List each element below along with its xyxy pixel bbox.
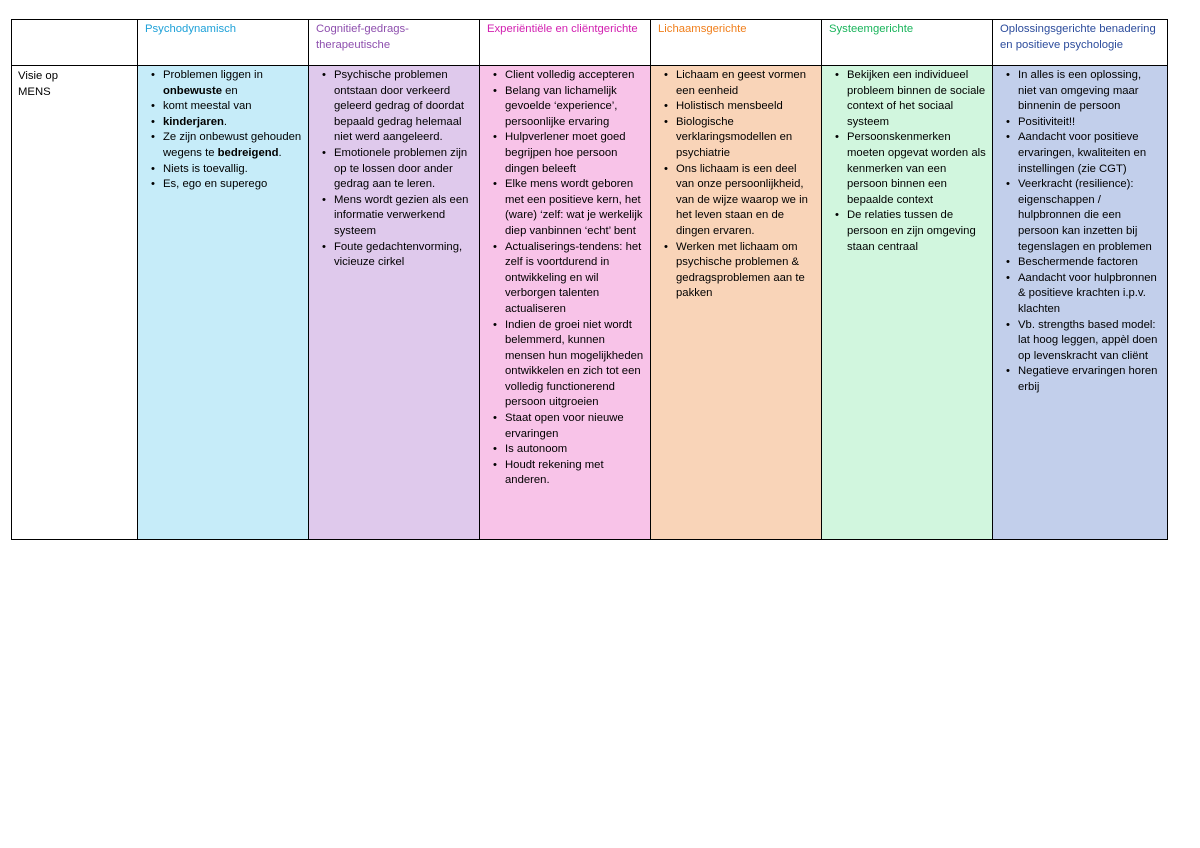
- row-label-cell: [12, 66, 138, 540]
- content-cell: [822, 66, 993, 540]
- list-item-text: bedreigend: [217, 146, 279, 159]
- list-item-text: Houdt rekening met anderen.: [505, 458, 604, 487]
- list-item-text: Vb. strengths based model: lat hoog leggen, appèl doen op levenskracht van cliënt: [1018, 318, 1158, 362]
- column-header: Cognitief-gedrags-therapeutische: [316, 23, 409, 51]
- list-item: [1012, 318, 1162, 365]
- list-item-text: Ze zijn onbewust gehouden wegens te: [163, 131, 302, 159]
- row-label: Visie op MENS: [18, 70, 58, 98]
- list-item: [670, 99, 816, 115]
- bullet-list: [487, 68, 645, 489]
- content-cell: [993, 66, 1168, 540]
- list-item: [670, 162, 816, 240]
- list-item-text: onbewuste: [163, 84, 222, 97]
- header-cell: [138, 20, 309, 66]
- list-item-text: Aandacht voor hulpbronnen & positieve krachten i.p.v. klachten: [1018, 271, 1157, 315]
- list-item-text: Is autonoom: [505, 443, 568, 456]
- list-item-text: Elke mens wordt geboren met een positieve kern, het (ware) ‘zelf: wat je werkelijk diep vanbinnen ‘echt’ bent: [505, 178, 643, 237]
- visie-op-mens-row: [12, 66, 1168, 540]
- list-item: [157, 99, 303, 115]
- column-header: Psychodynamisch: [145, 23, 237, 35]
- list-item-text: Veerkracht (resilience): eigenschappen / hulpbronnen die een persoon kan inzetten bij tegenslagen en problemen: [1018, 178, 1152, 253]
- list-item: [670, 240, 816, 302]
- list-item-text: Werken met lichaam om psychische problemen & gedragsproblemen aan te pakken: [676, 240, 805, 300]
- list-item: [1012, 68, 1162, 115]
- list-item: [1012, 130, 1162, 177]
- list-item: [499, 177, 645, 239]
- comparison-table: [11, 19, 1168, 540]
- list-item-text: Emotionele problemen zijn op te lossen door ander gedrag aan te leren.: [334, 146, 468, 191]
- list-item-text: Psychische problemen ontstaan door verkeerd geleerd gedrag of doordat bepaald gedrag helemaal niet werd aangeleerd.: [334, 69, 465, 144]
- list-item: [157, 68, 303, 99]
- bullet-list: [658, 68, 816, 302]
- list-item-text: kinderjaren: [163, 115, 224, 128]
- corner-cell: [12, 20, 138, 66]
- list-item-text: Problemen liggen in: [163, 69, 263, 81]
- header-cell: [822, 20, 993, 66]
- list-item: [499, 458, 645, 489]
- column-header: Oplossingsgerichte benadering en positieve psychologie: [1000, 23, 1156, 51]
- list-item-text: Positiviteit!!: [1018, 115, 1076, 128]
- content-cell: [138, 66, 309, 540]
- list-item-text: en: [222, 84, 238, 97]
- list-item: [328, 193, 474, 240]
- list-item: [499, 442, 645, 458]
- list-item-text: Beschermende factoren: [1018, 256, 1138, 269]
- list-item: [670, 115, 816, 162]
- list-item-text: Es, ego en superego: [163, 178, 268, 191]
- list-item-text: Foute gedachtenvorming, vicieuze cirkel: [334, 240, 463, 269]
- list-item-text: In alles is een oplossing, niet van omgeving maar binnenin de persoon: [1018, 69, 1142, 113]
- list-item: [157, 115, 303, 131]
- list-item-text: Belang van lichamelijk gevoelde ‘experience’, persoonlijke ervaring: [505, 84, 618, 128]
- list-item-text: Staat open voor nieuwe ervaringen: [505, 412, 624, 440]
- header-cell: [309, 20, 480, 66]
- content-cell: [651, 66, 822, 540]
- list-item-text: Lichaam en geest vormen een eenheid: [676, 69, 806, 97]
- list-item-text: .: [223, 115, 228, 128]
- list-item-text: .: [278, 146, 282, 159]
- list-item: [670, 68, 816, 99]
- header-cell: [651, 20, 822, 66]
- list-item-text: Actualiserings-tendens: het zelf is voortdurend in ontwikkeling en wil verborgen talenten actualiseren: [505, 240, 642, 315]
- list-item: [499, 411, 645, 442]
- list-item-text: Holistisch mensbeeld: [676, 100, 783, 113]
- list-item: [1012, 255, 1162, 271]
- list-item-text: Mens wordt gezien als een informatie verwerkend systeem: [334, 193, 469, 237]
- list-item: [1012, 177, 1162, 255]
- list-item: [157, 130, 303, 161]
- list-item-text: Bekijken een individueel probleem binnen de sociale context of het sociaal systeem: [847, 69, 986, 128]
- list-item: [157, 162, 303, 178]
- list-item-text: Niets is toevallig.: [163, 162, 248, 175]
- list-item: [328, 240, 474, 271]
- list-item: [1012, 364, 1162, 395]
- header-row: [12, 20, 1168, 66]
- list-item: [499, 84, 645, 131]
- list-item-text: Persoonskenmerken moeten opgevat worden als kenmerken van een persoon binnen een bepaalde context: [847, 131, 986, 206]
- column-header: Lichaamsgerichte: [658, 23, 747, 35]
- list-item: [1012, 271, 1162, 318]
- list-item: [841, 130, 987, 208]
- list-item-text: Negatieve ervaringen horen erbij: [1018, 365, 1158, 393]
- bullet-list: [316, 68, 474, 271]
- bullet-list: [1000, 68, 1162, 395]
- bullet-list: [145, 68, 303, 193]
- list-item: [328, 68, 474, 146]
- column-header: Experiëntiële en cliëntgerichte: [487, 23, 638, 35]
- list-item-text: komt meestal van: [163, 100, 252, 113]
- list-item-text: De relaties tussen de persoon en zijn omgeving staan centraal: [847, 209, 976, 253]
- list-item-text: Indien de groei niet wordt belemmerd, kunnen mensen hun mogelijkheden ontwikkelen en zich tot een volledig functionerend persoon uitgroeien: [505, 318, 644, 409]
- header-cell: [480, 20, 651, 66]
- list-item: [499, 318, 645, 412]
- content-cell: [309, 66, 480, 540]
- list-item-text: Client volledig accepteren: [505, 69, 635, 81]
- list-item: [328, 146, 474, 193]
- header-cell: [993, 20, 1168, 66]
- list-item: [841, 208, 987, 255]
- bullet-list: [829, 68, 987, 255]
- list-item-text: Biologische verklaringsmodellen en psychiatrie: [676, 115, 793, 159]
- list-item: [841, 68, 987, 130]
- list-item: [157, 177, 303, 193]
- list-item: [499, 130, 645, 177]
- content-cell: [480, 66, 651, 540]
- list-item-text: Aandacht voor positieve ervaringen, kwaliteiten en instellingen (zie CGT): [1018, 131, 1147, 175]
- list-item: [499, 68, 645, 84]
- list-item: [499, 240, 645, 318]
- list-item-text: Hulpverlener moet goed begrijpen hoe persoon dingen beleeft: [505, 131, 626, 175]
- list-item-text: Ons lichaam is een deel van onze persoonlijkheid, van de wijze waarop we in het leven staan en de dingen ervaren.: [676, 162, 808, 237]
- list-item: [1012, 115, 1162, 131]
- column-header: Systeemgerichte: [829, 23, 914, 35]
